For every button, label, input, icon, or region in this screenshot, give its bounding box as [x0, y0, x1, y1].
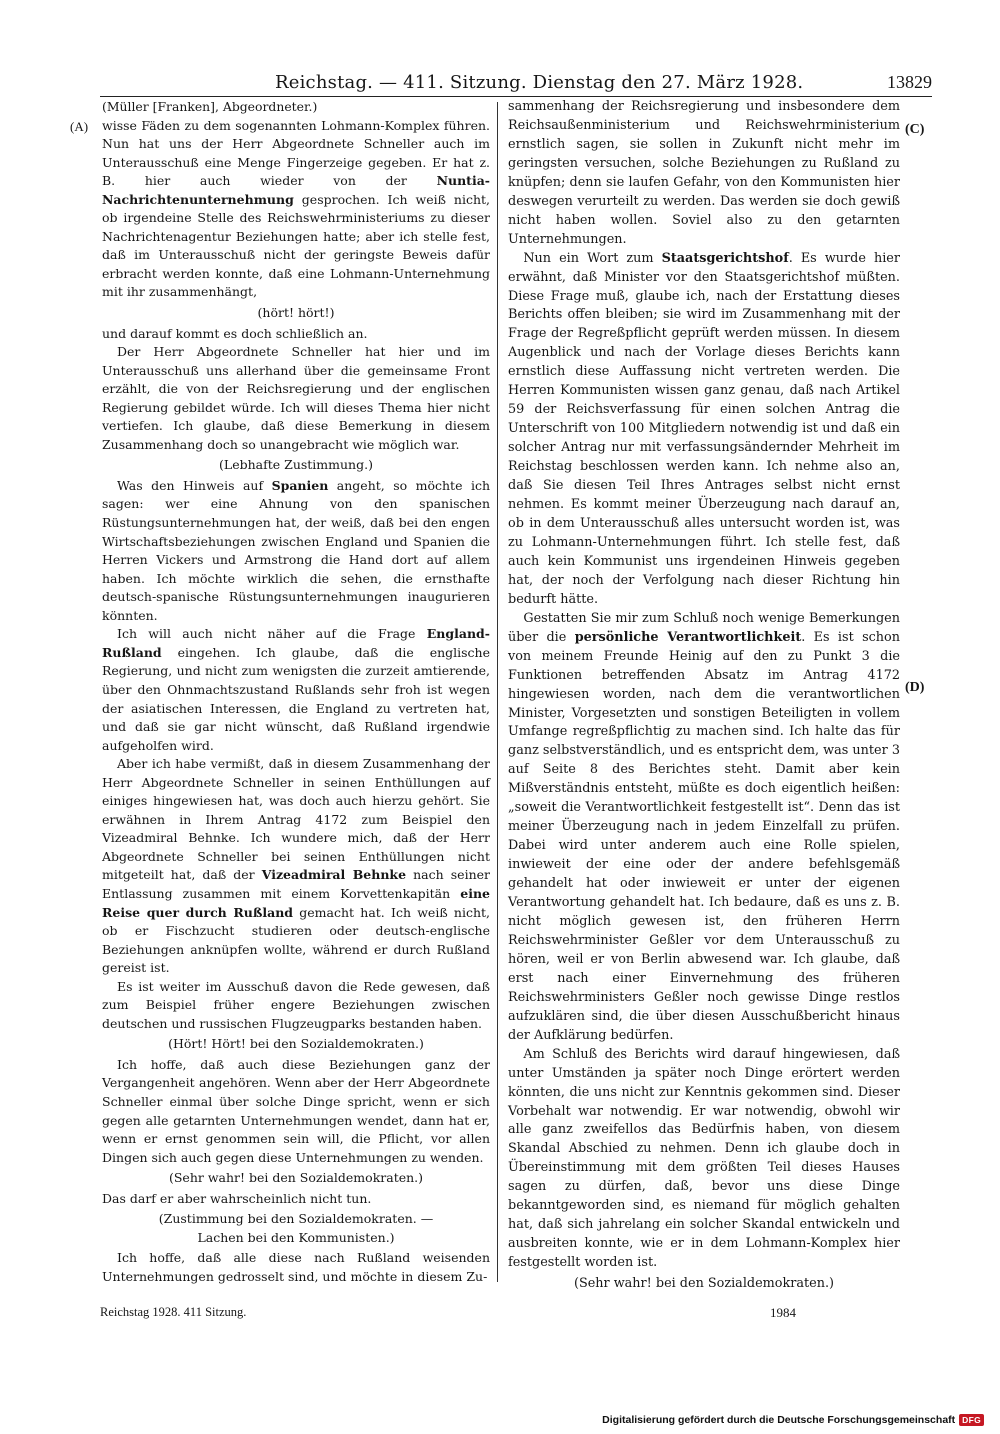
- interjection: (Sehr wahr! bei den Sozialdemokraten.): [573, 1276, 835, 1292]
- left-column: [102, 98, 490, 1286]
- page-number: 13829: [887, 72, 932, 92]
- paragraph: Was den Hinweis auf Spanien angeht, so möchte ich sagen: wer eine Ahnung von den spanischen Rüstungsunternehmungen hat, der weiß, daß bei den engen Wirtschaftsbeziehungen zwischen England und Spanien die Herren Vickers und Armstrong die Hand dort auf allem haben. Ich möchte wirklich die sehen, die ernsthafte deutsch-spanische Rüstungsunternehmungen inaugurieren könnten.: [102, 477, 490, 623]
- paragraph: und darauf kommt es doch schließlich an.: [102, 325, 368, 341]
- paragraph: Aber ich habe vermißt, daß in diesem Zusammenhang der Herr Abgeordnete Schneller in seinen Enthüllungen auf einiges hingewiesen hat, was doch auch hierzu gehört. Sie erwähnen in Ihrem Antrag 4172 zum Beispiel den Vizeadmiral Behnke. Ich wundere mich, daß der Herr Abgeordnete Schneller bei seinen Enthüllungen nicht mitgeteilt hat, daß der Vizeadmiral Behnke nach seiner Entlassung zusammen mit einem Korvettenkapitän eine Reise quer durch Rußland gemacht hat. Ich weiß nicht, ob er Fischzucht studieren oder deutsch-englische Beziehungen anknüpfen wollte, während er durch Rußland gereist ist.: [102, 756, 491, 976]
- paragraph: Ich hoffe, daß auch diese Beziehungen ganz der Vergangenheit angehören. Wenn aber der Herr Abgeordnete Schneller einmal über solche Dinge spricht, wenn er sich gegen alle getarnten Unternehmungen wendet, dann hat er, wenn er ernst genommen sein will, die Pflicht, vor allen Dingen sich auch gegen diese Unternehmungen zu wenden.: [102, 1056, 490, 1165]
- column-divider: [497, 102, 498, 1282]
- margin-mark-a: (A): [70, 119, 89, 134]
- paragraph: Nun ein Wort zum Staatsgerichtshof. Es wurde hier erwähnt, daß Minister vor den Staatsgerichtshof müßten. Diese Frage muß, glaube ich, nach der Erstattung dieses Berichts offen bleiben; sie wird im Zusammenhang mit der Frage der Regreßpflicht geprüft werden müssen. In diesem Augenblick und nach der Vorlage dieses Berichts kann ernstlich diese Auffassung nicht vertreten werden. Die Herren Kommunisten wissen ganz genau, daß nach Artikel 59 der Reichsverfassung für einen solchen Antrag die Unterschrift von 100 Mitgliedern notwendig ist und daß ein solcher Antrag nur mit verfassungsändernder Mehrheit im Reichstag beschlossen werden kann. Ich nehme also an, daß Sie diesen Teil Ihres Antrages selbst nicht ernst nehmen. Es kommt meiner Überzeugung nach darauf an, ob in dem Unterausschuß alles untersucht worden ist, was zu Lohmann-Unternehmungen führt. Ich stelle fest, daß auch kein Kommunist uns irgendeinen Hinweis gegeben hat, der noch der Verfolgung nach dieser Richtung hin bedurft hätte.: [508, 250, 900, 607]
- paragraph: Ich hoffe, daß alle diese nach Rußland weisenden Unternehmungen gedrosselt sind, und möchte in diesem Zu-: [102, 1250, 490, 1284]
- interjection: (Zustimmung bei den Sozialdemokraten. — Lachen bei den Kommunisten.): [158, 1211, 434, 1245]
- footer-session: Reichstag 1928. 411 Sitzung.: [100, 1305, 247, 1319]
- dfg-logo: DFG: [959, 1414, 984, 1426]
- paragraph: Gestatten Sie mir zum Schluß noch wenige Bemerkungen über die persönliche Verantwortlichkeit. Es ist schon von meinem Freunde Heinig auf den zu Punkt 3 die Funktionen betreffenden Absatz im Antrag 4172 hingewiesen worden, nach dem die verantwortlichen Minister, Vorgesetzten und sonstigen Beteiligten in vollem Umfange regreßpflichtig zu machen sind. Ich halte das für ganz selbstverständlich, und es entspricht dem, was unter 3 auf Seite 8 des Berichtes steht. Damit aber kein Mißverständnis entsteht, müßte es doch eigentlich heißen: „soweit die Verantwortlichkeit festgestellt ist“. Denn das ist meiner Überzeugung nach in jedem Einzelfall zu prüfen. Dabei wird unter anderem auch eine Rolle spielen, inwieweit der eine oder der andere befehlsgemäß gehandelt hat oder inwieweit er unter der eigenen Verantwortung gehandelt hat. Ich bedaure, daß es uns z. B. nicht möglich gewesen ist, den früheren Herrn Reichswehrminister Geßler vor dem Unterausschuß zu hören, weil er von Berlin abwesend war. Ich glaube, daß erst nach einer Einvernehmung des früheren Reichswehrministers Geßler noch gewisse Dinge restlos aufzuklären sind, die über diesen Ausschußbericht hinaus der Aufklärung bedürfen.: [508, 610, 900, 1043]
- paragraph: sammenhang der Reichsregierung und insbesondere dem Reichsaußenministerium und Reichswehrministerium ernstlich sagen, sie sollen in Zukunft nicht mehr im geringsten versuchen, solche Beziehungen zu Rußland zu knüpfen; denn sie laufen Gefahr, von den Kommunisten hier deswegen verurteilt zu werden. Das werden sie doch gewiß nicht haben wollen. Soviel also zu den getarnten Unternehmungen.: [508, 99, 901, 247]
- paragraph: Das darf er aber wahrscheinlich nicht tun.: [102, 1190, 372, 1206]
- paragraph: Ich will auch nicht näher auf die Frage England-Rußland eingehen. Ich glaube, daß die englische Regierung, und nicht zum wenigsten die zurzeit amtierende, über den Ohnmachtszustand Rußlands sehr froh ist wegen der asiatischen Interessen, die England zu vertreten hat, und daß sie gar nicht wünscht, daß Rußland irgendwie aufgeholfen wird.: [102, 626, 490, 753]
- interjection: (hört! hört!): [257, 305, 335, 321]
- speaker-label: (Müller [Franken], Abgeordneter.): [102, 99, 318, 114]
- paragraph: Am Schluß des Berichts wird darauf hingewiesen, daß unter Umständen ja später noch Dinge erörtert werden könnten, die uns nicht zur Kenntnis gekommen sind. Dieser Vorbehalt war notwendig. Er war notwendig, obwohl wir alle ganz zweifellos das Bedürfnis haben, von diesem Skandal Abschied zu nehmen. Denn ich glaube doch in Übereinstimmung mit dem größten Teil dieses Hauses sagen zu dürfen, daß, bevor uns diese Dinge bekanntgeworden sind, es niemand für möglich gehalten hat, daß sich jahrelang ein solcher Skandal entwickeln und ausbreiten konnte, wie er in dem Lohmann-Komplex hier festgestellt worden ist.: [508, 1046, 900, 1271]
- interjection: (Lebhafte Zustimmung.): [219, 457, 373, 473]
- interjection: (Sehr wahr! bei den Sozialdemokraten.): [168, 1170, 424, 1186]
- right-column: [508, 98, 900, 1296]
- paragraph: Es ist weiter im Ausschuß davon die Rede gewesen, daß zum Beispiel früher engere Beziehungen zwischen deutschen und russischen Flugzeugparks bestanden haben.: [102, 978, 490, 1031]
- paragraph: wisse Fäden zu dem sogenannten Lohmann-Komplex führen. Nun hat uns der Herr Abgeordnete Schneller auch im Unterausschuß eine Menge Fingerzeige gegeben. Er hat z. B. hier auch wieder von der Nuntia-Nachrichtenunternehmung gesprochen. Ich weiß nicht, ob irgendeine Stelle des Reichswehrministeriums zu dieser Nachrichtenagentur Beziehungen hatte; aber ich stelle fest, daß im Unterausschuß nicht der geringste Beweis dafür erbracht werden konnte, daß eine Lohmann-Unternehmung mit ihr zusammenhängt,: [102, 117, 490, 300]
- paragraph: Der Herr Abgeordnete Schneller hat hier und im Unterausschuß uns allerhand über die gemeinsame Front erzählt, die von der Reichsregierung und der englischen Regierung gebildet würde. Ich will dieses Thema hier nicht vertiefen. Ich glaube, daß diese Bemerkung in diesem Zusammenhang doch so unangebracht wie möglich war.: [102, 344, 490, 452]
- margin-mark-d: (D): [905, 680, 925, 695]
- margin-mark-c: (C): [905, 122, 925, 137]
- page-header: [100, 70, 932, 97]
- header-title: Reichstag. — 411. Sitzung. Dienstag den 27. März 1928.: [275, 72, 804, 93]
- digitization-credit-text: Digitalisierung gefördert durch die Deutsche Forschungsgemeinschaft: [602, 1414, 956, 1426]
- interjection: (Hört! Hört! bei den Sozialdemokraten.): [168, 1036, 424, 1052]
- digitization-credit: [602, 1414, 984, 1426]
- footer-sheet-number: 1984: [770, 1305, 796, 1320]
